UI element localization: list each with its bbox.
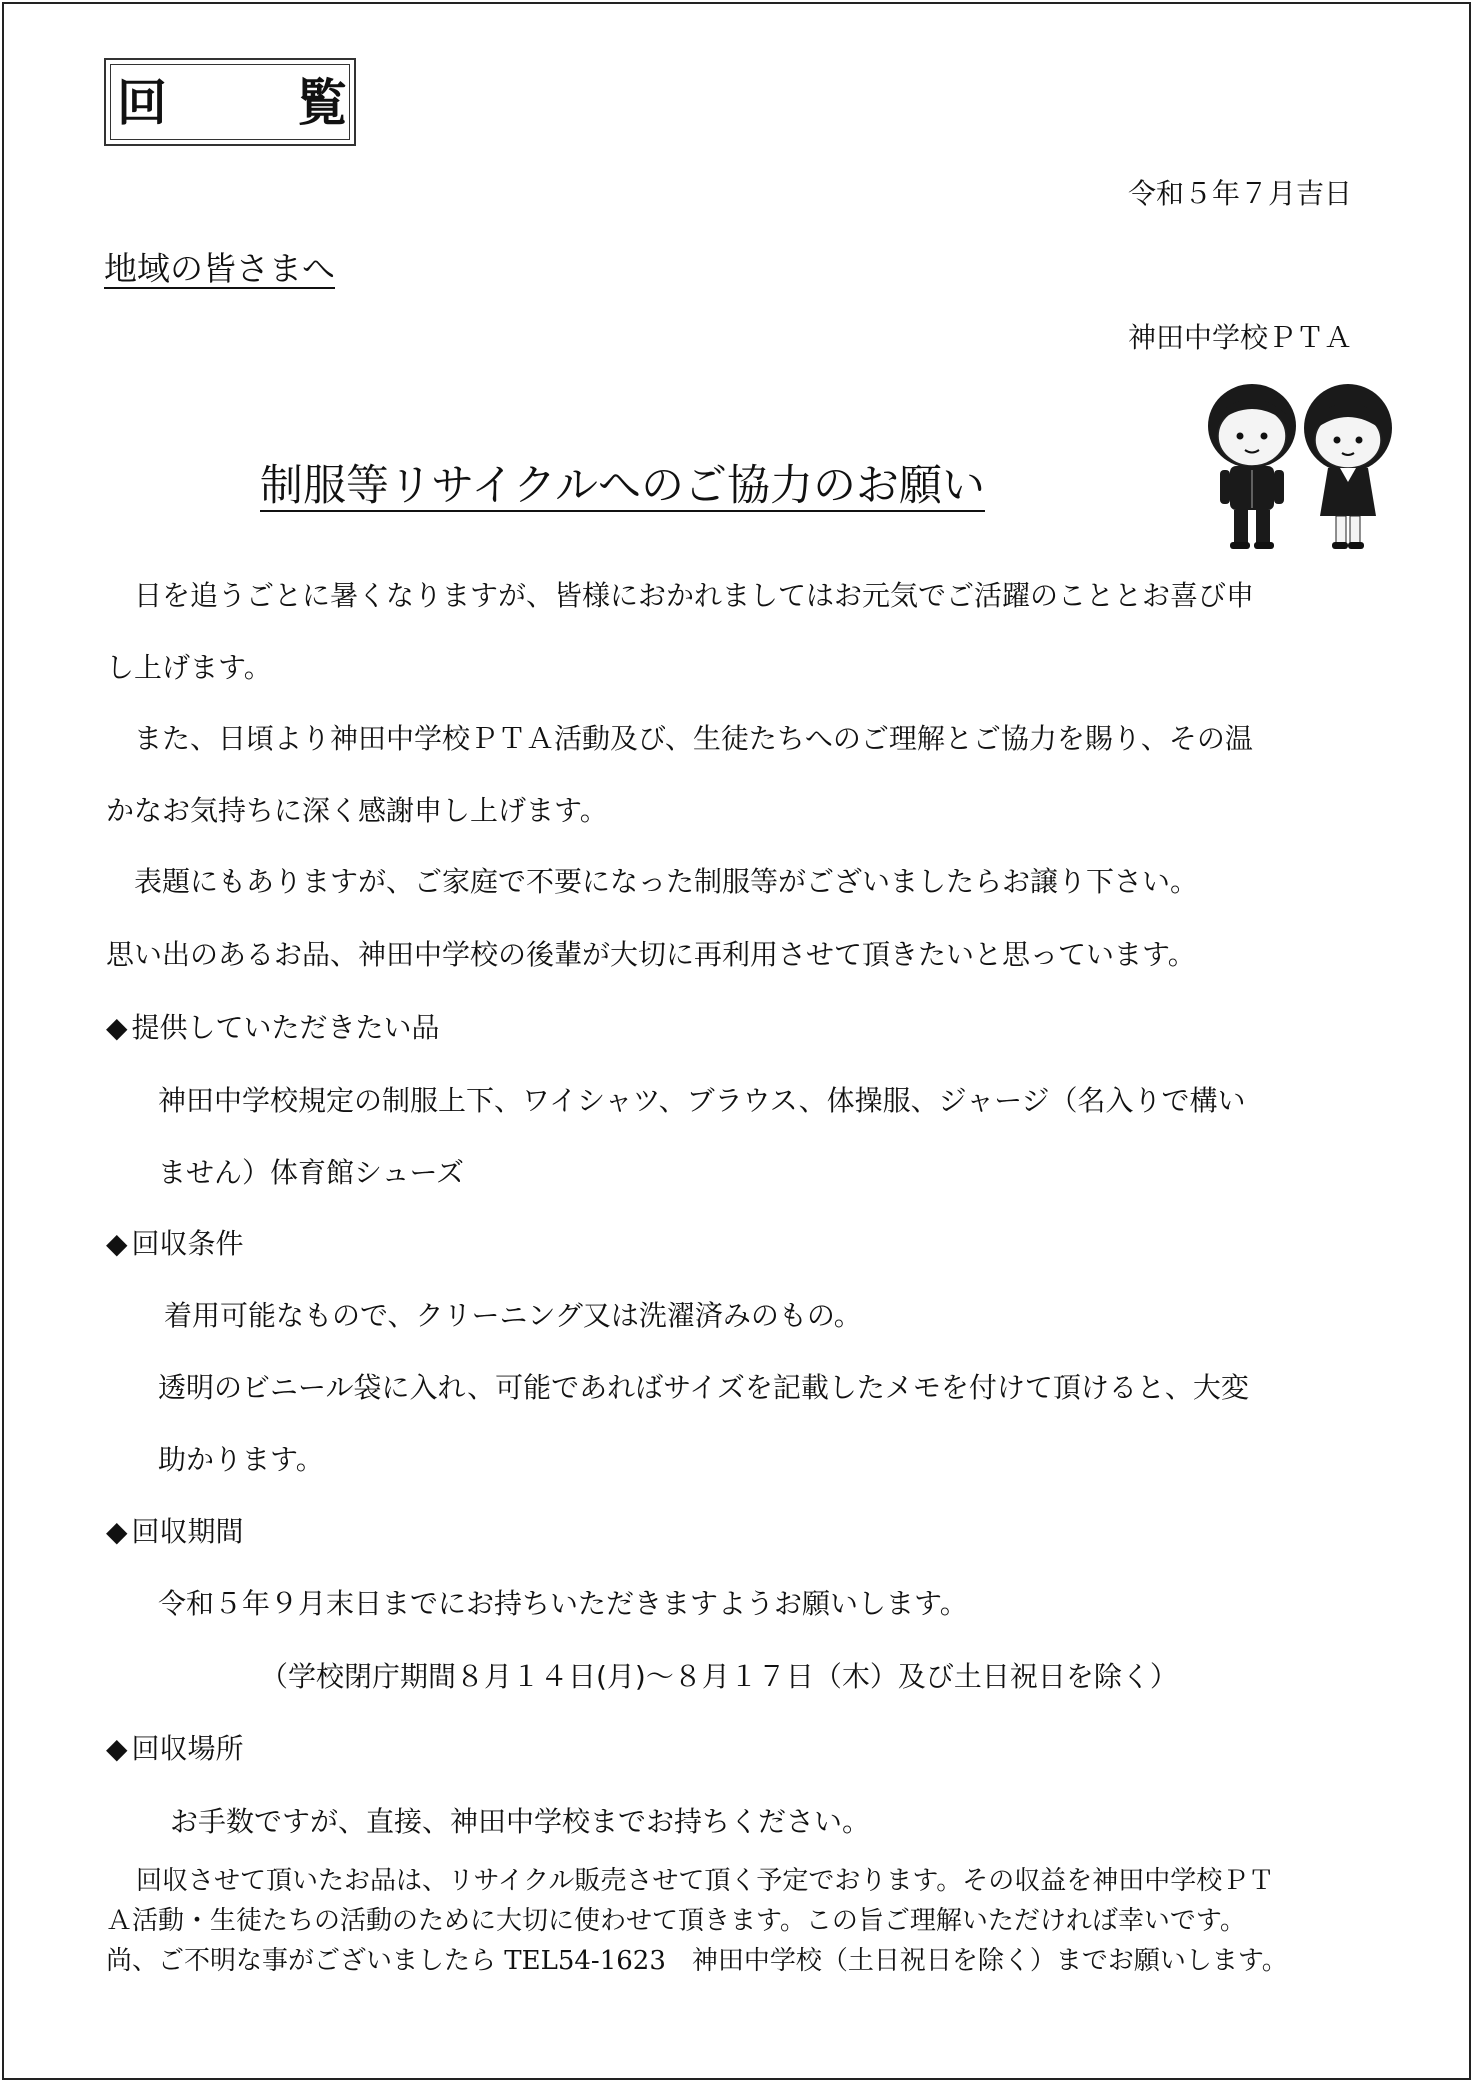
- diamond-bullet-icon: ◆: [106, 1732, 128, 1765]
- section-items-heading: [106, 1006, 440, 1046]
- students-illustration: [1200, 378, 1400, 553]
- intro-p1-line1: 日を追うごとに暑くなりますが、皆様におかれましてはお元気でご活躍のこととお喜び申: [134, 579, 1255, 612]
- section-period-line2: （学校閉庁期間８月１４日(月)～８月１７日（木）及び土日祝日を除く）: [260, 1660, 1178, 1693]
- kairan-char-1: 回: [117, 74, 167, 132]
- section-items-line2: ません）体育館シューズ: [158, 1156, 465, 1189]
- section-heading-label: 回収期間: [131, 1515, 244, 1548]
- footer-line2: Ａ活動・生徒たちの活動のために大切に使わせて頂きます。この旨ご理解いただければ幸いです。: [106, 1906, 1246, 1936]
- section-heading-label: 提供していただきたい品: [131, 1011, 440, 1044]
- section-conditions-line2: 透明のビニール袋に入れ、可能であればサイズを記載したメモを付けて頂けると、大変: [158, 1371, 1249, 1404]
- recipient: 地域の皆さまへ: [104, 249, 335, 288]
- intro-p2-line2: かなお気持ちに深く感謝申し上げます。: [106, 794, 608, 827]
- kairan-stamp: [104, 58, 356, 146]
- section-heading-label: 回収条件: [131, 1227, 244, 1260]
- section-items-line1: 神田中学校規定の制服上下、ワイシャツ、ブラウス、体操服、ジャージ（名入りで構い: [158, 1084, 1246, 1117]
- section-conditions-line1: 着用可能なもので、クリーニング又は洗濯済みのもの。: [164, 1299, 862, 1332]
- footer-line3: 尚、ご不明な事がございましたら TEL54-1623 神田中学校（土日祝日を除く）までお願いします。: [106, 1946, 1288, 1976]
- boy-student-icon: [1208, 384, 1296, 549]
- section-conditions-heading: [106, 1222, 244, 1262]
- sender: 神田中学校ＰＴＡ: [1127, 321, 1352, 354]
- kairan-char-2: 覧: [297, 74, 347, 132]
- footer-line1: 回収させて頂いたお品は、リサイクル販売させて頂く予定でおります。その収益を神田中学校ＰＴ: [136, 1866, 1275, 1896]
- diamond-bullet-icon: ◆: [106, 1011, 128, 1044]
- intro-p3-line2: 思い出のあるお品、神田中学校の後輩が大切に再利用させて頂きたいと思っています。: [106, 938, 1196, 971]
- intro-p2-line1: また、日頃より神田中学校ＰＴＡ活動及び、生徒たちへのご理解とご協力を賜り、その温: [134, 722, 1253, 755]
- section-place-line1: お手数ですが、直接、神田中学校までお持ちください。: [170, 1805, 871, 1838]
- section-period-heading: [106, 1510, 244, 1550]
- section-conditions-line3: 助かります。: [158, 1443, 324, 1476]
- diamond-bullet-icon: ◆: [106, 1515, 128, 1548]
- section-heading-label: 回収場所: [131, 1732, 244, 1765]
- document-title: 制服等リサイクルへのご協力のお願い: [260, 461, 985, 511]
- issue-date: 令和５年７月吉日: [1127, 177, 1352, 210]
- section-period-line1: 令和５年９月末日までにお持ちいただきますようお願いします。: [158, 1587, 968, 1620]
- section-place-heading: [106, 1727, 244, 1767]
- kairan-stamp-inner: [110, 64, 350, 140]
- intro-p1-line2: し上げます。: [106, 651, 272, 684]
- diamond-bullet-icon: ◆: [106, 1227, 128, 1260]
- girl-student-icon: [1304, 384, 1392, 549]
- intro-p3-line1: 表題にもありますが、ご家庭で不要になった制服等がございましたらお譲り下さい。: [134, 865, 1199, 898]
